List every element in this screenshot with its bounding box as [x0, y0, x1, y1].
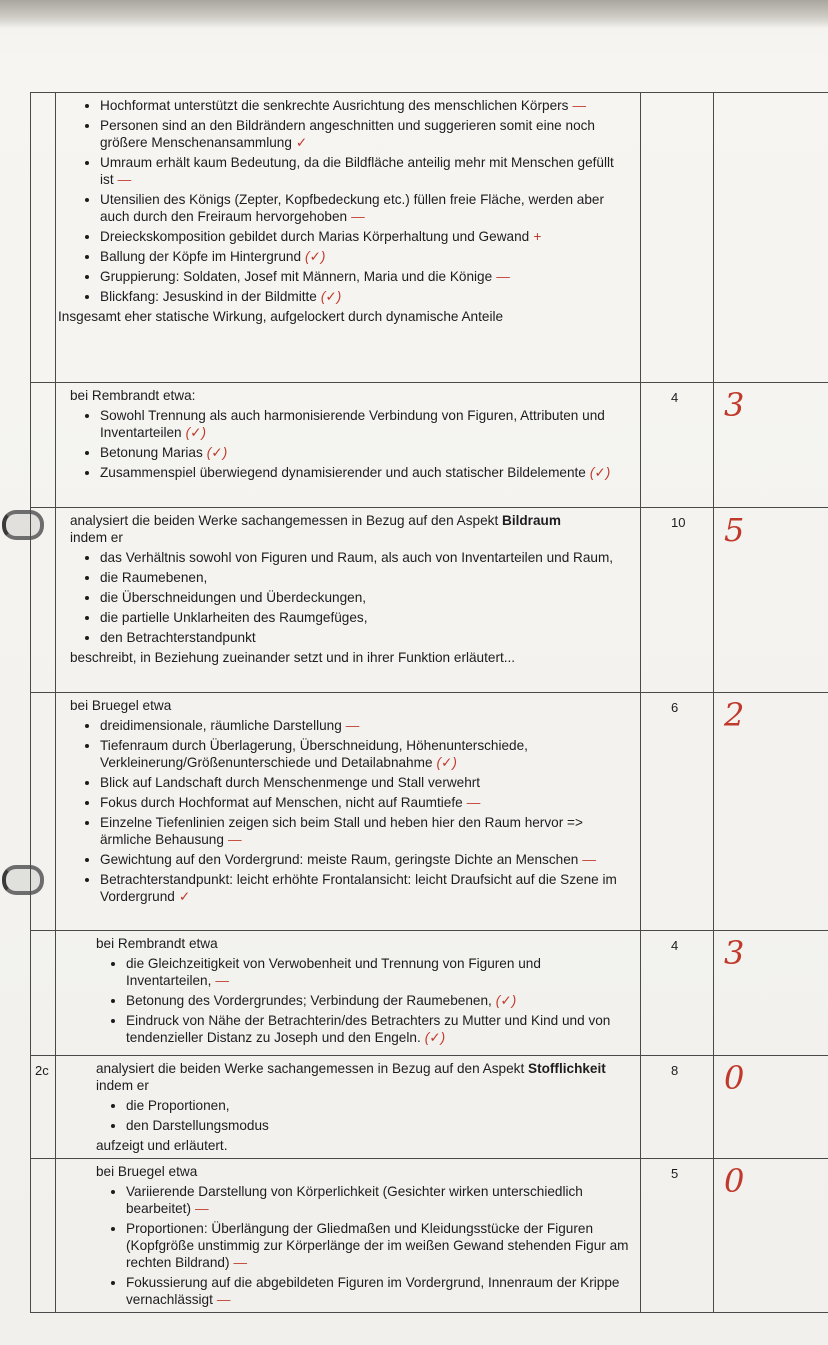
- list-item: • Fokus durch Hochformat auf Menschen, nicht auf Raumtiefe —: [100, 794, 630, 811]
- criteria-cell: [56, 1056, 641, 1159]
- list-item: • Personen sind an den Bildrändern angeschnitten und suggerieren somit eine noch größere Menschenansammlung ✓: [100, 117, 630, 151]
- criteria-heading: bei Rembrandt etwa: [96, 936, 218, 951]
- list-item: • Dreieckskomposition gebildet durch Marias Körperhaltung und Gewand +: [100, 228, 630, 245]
- points-cell: [641, 931, 714, 1056]
- teacher-mark: —: [582, 852, 596, 867]
- row-label-cell: [31, 508, 56, 693]
- teacher-mark: —: [351, 209, 365, 224]
- teacher-mark: (✓): [589, 465, 611, 480]
- list-item: • die Proportionen,: [126, 1097, 630, 1114]
- table-row: [31, 693, 828, 931]
- list-item: • die Überschneidungen und Überdeckungen,: [100, 589, 630, 606]
- criteria-list: [96, 1097, 630, 1134]
- points-cell: [641, 383, 714, 508]
- page-top-shadow: [0, 0, 828, 28]
- teacher-mark: —: [496, 269, 510, 284]
- awarded-points: 0: [724, 1059, 745, 1097]
- max-points: 6: [671, 700, 679, 715]
- list-item: • den Darstellungsmodus: [126, 1117, 630, 1134]
- list-item: • Blickfang: Jesuskind in der Bildmitte (✓): [100, 288, 630, 305]
- teacher-mark: —: [117, 172, 132, 187]
- list-item: • Einzelne Tiefenlinien zeigen sich beim Stall und heben hier den Raum hervor => ärmliche Behausung —: [100, 814, 630, 848]
- criteria-list: [96, 1183, 630, 1308]
- points-cell: [641, 508, 714, 693]
- teacher-mark: ✓: [295, 135, 308, 150]
- list-item: • Hochformat unterstützt die senkrechte Ausrichtung des menschlichen Körpers —: [100, 97, 630, 114]
- list-item: • Blick auf Landschaft durch Menschenmenge und Stall verwehrt: [100, 774, 630, 791]
- teacher-mark: —: [233, 1255, 248, 1270]
- list-item: • die partielle Unklarheiten des Raumgefüges,: [100, 609, 630, 626]
- grade-cell: [714, 693, 828, 931]
- list-item: • die Gleichzeitigkeit von Verwobenheit und Trennung von Figuren und Inventarteilen, —: [126, 955, 630, 989]
- teacher-mark: —: [345, 718, 360, 733]
- criteria-cell: [56, 383, 641, 508]
- teacher-mark: (✓): [495, 993, 517, 1008]
- points-cell: [641, 693, 714, 931]
- list-item: • Eindruck von Nähe der Betrachterin/des Betrachters zu Mutter und Kind und von tendenzieller Distanz zu Joseph und den Engeln. (✓): [126, 1012, 630, 1046]
- max-points: 4: [671, 938, 679, 953]
- awarded-points: 5: [724, 511, 745, 549]
- teacher-mark: —: [227, 832, 242, 847]
- max-points: 5: [671, 1166, 679, 1181]
- list-item: • den Betrachterstandpunkt: [100, 629, 630, 646]
- teacher-mark: +: [533, 229, 542, 244]
- teacher-mark: (✓): [305, 249, 326, 264]
- teacher-mark: —: [215, 973, 229, 988]
- criteria-cell: [56, 93, 641, 383]
- list-item: • Zusammenspiel überwiegend dynamisierender und auch statischer Bildelemente (✓): [100, 464, 630, 481]
- awarded-points: 3: [724, 934, 745, 972]
- teacher-mark: (✓): [436, 755, 457, 770]
- grade-cell: [714, 93, 828, 383]
- criteria-heading: bei Bruegel etwa: [96, 1164, 198, 1179]
- criteria-heading: bei Rembrandt etwa:: [70, 388, 196, 403]
- list-item: • Fokussierung auf die abgebildeten Figuren im Vordergrund, Innenraum der Krippe vernachlässigt —: [126, 1274, 630, 1308]
- table-row: [31, 1159, 828, 1313]
- teacher-mark: (✓): [206, 445, 228, 460]
- table-row: [31, 931, 828, 1056]
- criteria-list: [96, 955, 630, 1046]
- list-item: • Gewichtung auf den Vordergrund: meiste Raum, geringste Dichte an Menschen —: [100, 851, 630, 868]
- grade-cell: [714, 1159, 828, 1313]
- points-cell: [641, 93, 714, 383]
- table-row: [31, 383, 828, 508]
- list-item: • die Raumebenen,: [100, 569, 630, 586]
- criteria-heading: analysiert die beiden Werke sachangemessen in Bezug auf den Aspekt Bildraum indem er: [70, 513, 561, 545]
- criteria-footer: Insgesamt eher statische Wirkung, aufgelockert durch dynamische Anteile: [58, 309, 504, 324]
- teacher-mark: (✓): [424, 1030, 446, 1045]
- criteria-footer: aufzeigt und erläutert.: [96, 1138, 228, 1153]
- criteria-list: [70, 97, 630, 305]
- criteria-cell: [56, 693, 641, 931]
- list-item: • Utensilien des Königs (Zepter, Kopfbedeckung etc.) füllen freie Fläche, werden aber auch durch den Freiraum hervorgehoben —: [100, 191, 630, 225]
- aspect-term: Stofflichkeit: [528, 1061, 606, 1076]
- grade-cell: [714, 1056, 828, 1159]
- list-item: • Betrachterstandpunkt: leicht erhöhte Frontalansicht: leicht Draufsicht auf die Szene im Vordergrund ✓: [100, 871, 630, 905]
- teacher-mark: ✓: [178, 889, 191, 904]
- criteria-footer: beschreibt, in Beziehung zueinander setzt und in ihrer Funktion erläutert...: [70, 650, 516, 665]
- table-row: [31, 93, 828, 383]
- row-label-cell: [31, 93, 56, 383]
- grade-cell: [714, 508, 828, 693]
- criteria-list: [70, 717, 630, 905]
- awarded-points: 3: [724, 386, 745, 424]
- criteria-list: [70, 407, 630, 481]
- teacher-mark: (✓): [320, 289, 342, 304]
- list-item: • Gruppierung: Soldaten, Josef mit Männern, Maria und die Könige —: [100, 268, 630, 285]
- row-label-cell: [31, 1159, 56, 1313]
- criteria-cell: [56, 931, 641, 1056]
- awarded-points: 2: [724, 696, 745, 734]
- criteria-heading: analysiert die beiden Werke sachangemessen in Bezug auf den Aspekt Stofflichkeit indem er: [96, 1061, 606, 1093]
- row-label-cell: [31, 1056, 56, 1159]
- grade-cell: [714, 383, 828, 508]
- grading-table: [30, 92, 828, 1313]
- criteria-list: [70, 549, 630, 646]
- criteria-cell: [56, 508, 641, 693]
- list-item: • Sowohl Trennung als auch harmonisierende Verbindung von Figuren, Attributen und Inventarteilen (✓): [100, 407, 630, 441]
- list-item: • Betonung Marias (✓): [100, 444, 630, 461]
- teacher-mark: —: [466, 795, 481, 810]
- row-label-cell: [31, 931, 56, 1056]
- task-number: 2c: [35, 1063, 49, 1078]
- teacher-mark: —: [572, 98, 587, 113]
- teacher-mark: (✓): [185, 425, 207, 440]
- list-item: • Umraum erhält kaum Bedeutung, da die Bildfläche anteilig mehr mit Menschen gefüllt ist —: [100, 154, 630, 188]
- table-row: [31, 1056, 828, 1159]
- list-item: • Tiefenraum durch Überlagerung, Überschneidung, Höhenunterschiede, Verkleinerung/Größenunterschiede und Detailabnahme (✓): [100, 737, 630, 771]
- list-item: • Proportionen: Überlängung der Gliedmaßen und Kleidungsstücke der Figuren (Kopfgröße unstimmig zur Körperlänge der im weißen Gewand stehenden Figur am rechten Bildrand) —: [126, 1220, 630, 1271]
- max-points: 8: [671, 1063, 679, 1078]
- aspect-term: Bildraum: [502, 513, 561, 528]
- row-label-cell: [31, 383, 56, 508]
- list-item: • dreidimensionale, räumliche Darstellung —: [100, 717, 630, 734]
- points-cell: [641, 1159, 714, 1313]
- teacher-mark: —: [216, 1292, 231, 1307]
- table-row: [31, 508, 828, 693]
- criteria-heading: bei Bruegel etwa: [70, 698, 172, 713]
- awarded-points: 0: [724, 1162, 745, 1200]
- max-points: 4: [671, 390, 679, 405]
- list-item: • Betonung des Vordergrundes; Verbindung der Raumebenen, (✓): [126, 992, 630, 1009]
- teacher-mark: —: [195, 1201, 209, 1216]
- max-points: 10: [671, 515, 686, 530]
- criteria-cell: [56, 1159, 641, 1313]
- list-item: • Ballung der Köpfe im Hintergrund (✓): [100, 248, 630, 265]
- row-label-cell: [31, 693, 56, 931]
- grade-cell: [714, 931, 828, 1056]
- list-item: • das Verhältnis sowohl von Figuren und Raum, als auch von Inventarteilen und Raum,: [100, 549, 630, 566]
- list-item: • Variierende Darstellung von Körperlichkeit (Gesichter wirken unterschiedlich bearbeitet) —: [126, 1183, 630, 1217]
- points-cell: [641, 1056, 714, 1159]
